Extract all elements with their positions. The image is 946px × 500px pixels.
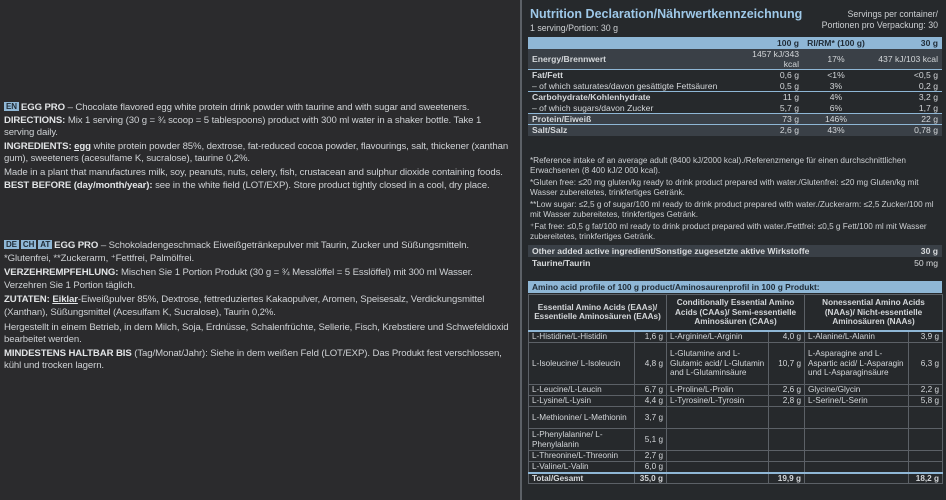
value-100g: 2,6 g — [733, 125, 803, 136]
total-label: Total/Gesamt — [529, 473, 635, 484]
product-name-en: EGG PRO — [20, 102, 66, 113]
lang-tag-de: DE — [6, 240, 17, 249]
caa-name: L-Tyrosine/L-Tyrosin — [667, 396, 769, 407]
caa-name: L-Arginine/L-Arginin — [667, 331, 769, 343]
serving-size: 1 serving/Portion: 30 g — [530, 23, 619, 33]
nutrition-table — [528, 37, 942, 136]
amino-row — [529, 343, 943, 385]
caa-value: 4,0 g — [769, 331, 805, 343]
value-100g: 11 g — [733, 92, 803, 103]
caa-name: L-Glutamine and L-Glutamic acid/ L-Glutamin and L-Glutaminsäure — [667, 343, 769, 385]
verzehr-label: VERZEHREMPFEHLUNG: — [4, 267, 119, 279]
amino-table — [528, 294, 943, 484]
caa-name — [667, 462, 769, 473]
product-name-de: EGG PRO — [54, 240, 99, 251]
value-100g: 73 g — [733, 114, 803, 125]
eaa-value: 4,8 g — [635, 343, 667, 385]
caa-value — [769, 429, 805, 451]
active-header: Other added active ingredient/Sonstige zugesetzte aktive Wirkstoffe — [532, 246, 810, 256]
eaa-name: L-Phenylalanine/ L-Phenylalanin — [529, 429, 635, 451]
value-ri: 17% — [803, 49, 869, 70]
ingredients-text: white protein powder 85%, dextrose, fat-reduced cocoa powder, flavourings, salt, thickener (xanthan gum), sweeteners (acesulfame K, sucralose), taurine 0,2%. — [4, 140, 509, 165]
naa-name — [805, 407, 909, 429]
ingredients-allergen-egg: egg — [74, 140, 91, 152]
lang-tag-en: EN — [6, 102, 17, 111]
lang-tag-at: AT — [40, 240, 51, 249]
directions-text: Mix 1 serving (30 g = ¾ scoop = 5 tablespoons) product with 300 ml water in a shaker bottle. Take 1 serving daily. — [4, 114, 482, 139]
naa-name: L-Alanine/L-Alanin — [805, 331, 909, 343]
german-section — [4, 240, 510, 373]
naa-value — [909, 429, 943, 451]
eaa-name: L-Lysine/L-Lysin — [529, 396, 635, 407]
hergestellt-text: Hergestellt in einem Betrieb, in dem Milch, Soja, Erdnüsse, Schalenfrüchte, Sellerie, Fisch, Krebstiere und Schwefeldioxid bearbeitet werden. — [4, 321, 509, 346]
value-ri: 146% — [803, 114, 869, 125]
amino-row — [529, 407, 943, 429]
caa-name: L-Proline/L-Prolin — [667, 385, 769, 396]
eaa-name: L-Methionine/ L-Methionin — [529, 407, 635, 429]
nutrient-name: – of which sugars/davon Zucker — [532, 102, 654, 113]
total-eaa: 35,0 g — [635, 473, 667, 484]
zutaten-allergen-egg: Eiklar — [52, 294, 78, 306]
mhd-label: MINDESTENS HALTBAR BIS — [4, 347, 132, 359]
verzehr-text: Mischen Sie 1 Portion Produkt (30 g = ¾ Messlöffel = 5 Esslöffel) mit 300 ml Wasser. Verzehren Sie 1 Portion täglich. — [4, 267, 473, 291]
value-30g: 3,2 g — [869, 92, 942, 103]
eaa-value: 1,6 g — [635, 331, 667, 343]
nutrition-row — [528, 103, 942, 114]
best-before-label: BEST BEFORE (day/month/year): — [4, 179, 153, 191]
naa-name — [805, 462, 909, 473]
product-desc-de: – Schokoladengeschmack Eiweißgetränkepulver mit Taurin, Zucker und Süßungsmitteln. — [98, 240, 469, 251]
zutaten-label: ZUTATEN: — [4, 294, 50, 306]
value-100g: 0,6 g — [733, 70, 803, 81]
amino-row — [529, 396, 943, 407]
amino-column-headers — [529, 295, 943, 331]
amino-row — [529, 429, 943, 451]
col-100g: 100 g — [733, 37, 803, 49]
active-value: 50 mg — [914, 258, 938, 268]
eaa-title: Essential Amino Acids (EAAs)/ Essentielle Aminosäuren (EAAs) — [529, 295, 667, 331]
value-30g: 437 kJ/103 kcal — [869, 49, 942, 70]
value-ri: 43% — [803, 125, 869, 136]
footnote: **Low sugar: ≤2,5 g of sugar/100 ml ready to drink product prepared with water./Zuckerarm: ≤2,5 Zucker/100 ml mit Wasser zubereitetes, trinkfertiges Getränk. — [530, 200, 934, 219]
english-section — [4, 102, 510, 192]
naa-name — [805, 451, 909, 462]
eaa-name: L-Valine/L-Valin — [529, 462, 635, 473]
nutrition-title: Nutrition Declaration/Nährwertkennzeichnung — [530, 7, 803, 21]
nutrition-header-row — [528, 37, 942, 49]
naa-name: L-Serine/L-Serin — [805, 396, 909, 407]
total-naa: 18,2 g — [909, 473, 943, 484]
amino-total-row — [529, 473, 943, 484]
nutrition-footnotes — [530, 156, 942, 244]
nutrient-name: – of which saturates/davon gesättigte Fettsäuren — [532, 80, 718, 91]
caa-name — [667, 451, 769, 462]
eaa-value: 6,7 g — [635, 385, 667, 396]
value-30g: 0,2 g — [918, 80, 938, 91]
value-30g: 1,7 g — [918, 102, 938, 113]
caa-title: Conditionally Essential Amino Acids (CAAs)/ Semi-essentielle Aminosäuren (CAAs) — [667, 295, 805, 331]
naa-value — [909, 407, 943, 429]
nutrition-row — [528, 114, 942, 125]
nutrition-panel — [520, 0, 946, 500]
eaa-name: L-Isoleucine/ L-Isoleucin — [529, 343, 635, 385]
eaa-value: 5,1 g — [635, 429, 667, 451]
eaa-name: L-Histidine/L-Histidin — [529, 331, 635, 343]
nutrition-row — [528, 70, 942, 81]
eaa-name: L-Threonine/L-Threonin — [529, 451, 635, 462]
ingredients-label: INGREDIENTS: — [4, 140, 72, 152]
value-ri: 4% — [803, 92, 869, 103]
total-caa: 19,9 g — [769, 473, 805, 484]
footnote: *Reference intake of an average adult (8400 kJ/2000 kcal)./Referenzmenge für einen durchschnittlichen Erwachsenen (8 400 kJ/2 000 kcal). — [530, 156, 906, 175]
caa-name — [667, 407, 769, 429]
caa-value — [769, 407, 805, 429]
amino-row — [529, 462, 943, 473]
naa-name — [805, 429, 909, 451]
nutrient-name: Energy/Brennwert — [528, 49, 733, 70]
value-100g: 5,7 g — [779, 102, 799, 113]
naa-title: Nonessential Amino Acids (NAAs)/ Nicht-essentielle Aminosäuren (NAAs) — [805, 295, 943, 331]
caa-value: 2,8 g — [769, 396, 805, 407]
eaa-value: 2,7 g — [635, 451, 667, 462]
value-100g: 0,5 g — [779, 80, 799, 91]
amino-header: Amino acid profile of 100 g product/Aminosaurenprofil in 100 g Produkt: — [528, 281, 942, 293]
eaa-value: 4,4 g — [635, 396, 667, 407]
caa-value — [769, 462, 805, 473]
claims-text: *Glutenfrei, **Zuckerarm, ⁺Fettfrei, Palmölfrei. — [4, 252, 195, 264]
naa-value: 6,3 g — [909, 343, 943, 385]
value-ri: 3% — [829, 80, 843, 91]
value-ri: 6% — [829, 102, 843, 113]
servings-per-container — [822, 9, 938, 31]
servings-line-2: Portionen pro Verpackung: 30 — [821, 20, 938, 30]
amino-row — [529, 385, 943, 396]
value-30g: 0,78 g — [869, 125, 942, 136]
nutrient-name: Protein/Eiweiß — [528, 114, 733, 125]
product-desc-en: – Chocolate flavored egg white protein drink powder with taurine and with sugar and sweeteners. — [65, 102, 470, 113]
value-30g: <0,5 g — [869, 70, 942, 81]
value-ri: <1% — [803, 70, 869, 81]
nutrition-row — [528, 81, 942, 92]
active-row — [528, 257, 942, 269]
servings-line-1: Servings per container/ — [847, 9, 938, 19]
eaa-value: 6,0 g — [635, 462, 667, 473]
naa-name: L-Asparagine and L-Aspartic acid/ L-Asparagin und L-Asparaginsäure — [805, 343, 909, 385]
nutrient-name: Fat/Fett — [528, 70, 733, 81]
zutaten-text: -Eiweißpulver 85%, Dextrose, fettreduziertes Kakaopulver, Aromen, Speisesalz, Verdickungsmittel (Xanthan), Süßungsmittel (Acesulfam K, Sucralose), Taurin 0,2%. — [4, 294, 485, 318]
amino-row — [529, 451, 943, 462]
amino-row — [529, 331, 943, 343]
value-30g: 22 g — [869, 114, 942, 125]
naa-value — [909, 462, 943, 473]
naa-name: Glycine/Glycin — [805, 385, 909, 396]
best-before-text: see in the white field (LOT/EXP). Store product tightly closed in a cool, dry place. — [152, 179, 490, 191]
col-ri: RI/RM* (100 g) — [803, 37, 869, 49]
eaa-name: L-Leucine/L-Leucin — [529, 385, 635, 396]
naa-value — [909, 451, 943, 462]
active-ingredient-table — [528, 245, 942, 269]
nutrition-row — [528, 49, 942, 70]
eaa-value: 3,7 g — [635, 407, 667, 429]
naa-value: 5,8 g — [909, 396, 943, 407]
nutrition-row — [528, 92, 942, 103]
col-30g: 30 g — [869, 37, 942, 49]
footnote: ⁺Fat free: ≤0,5 g fat/100 ml ready to drink product prepared with water./Fettfrei: ≤0,5 g Fett/100 ml mit Wasser zubereitetes, trinkfertiges Getränk. — [530, 222, 927, 241]
footnote: *Gluten free: ≤20 mg gluten/kg ready to drink product prepared with water./Glutenfrei: ≤20 mg Gluten/kg mit Wasser zubereitetes, trinkfertiges Getränk. — [530, 178, 919, 197]
nutrient-name: Carbohydrate/Kohlenhydrate — [528, 92, 733, 103]
lang-tag-ch: CH — [22, 240, 35, 249]
nutrient-name: Salt/Salz — [528, 125, 733, 136]
naa-value: 3,9 g — [909, 331, 943, 343]
caa-value: 10,7 g — [769, 343, 805, 385]
active-header-row — [528, 245, 942, 257]
mhd-text: (Tag/Monat/Jahr): Siehe in dem weißen Feld (LOT/EXP). Das Produkt fest verschlossen, kühl und trocken lagern. — [4, 347, 502, 372]
caa-name — [667, 429, 769, 451]
nutrition-row — [528, 125, 942, 136]
caa-value: 2,6 g — [769, 385, 805, 396]
caa-value — [769, 451, 805, 462]
directions-label: DIRECTIONS: — [4, 114, 66, 126]
active-name: Taurine/Taurin — [532, 258, 591, 268]
made-in-text: Made in a plant that manufactures milk, soy, peanuts, nuts, celery, fish, crustacean and sulphur dioxide containing foods. — [4, 166, 503, 178]
active-header-value: 30 g — [920, 246, 938, 256]
value-100g: 1457 kJ/343 kcal — [733, 49, 803, 70]
naa-value: 2,2 g — [909, 385, 943, 396]
